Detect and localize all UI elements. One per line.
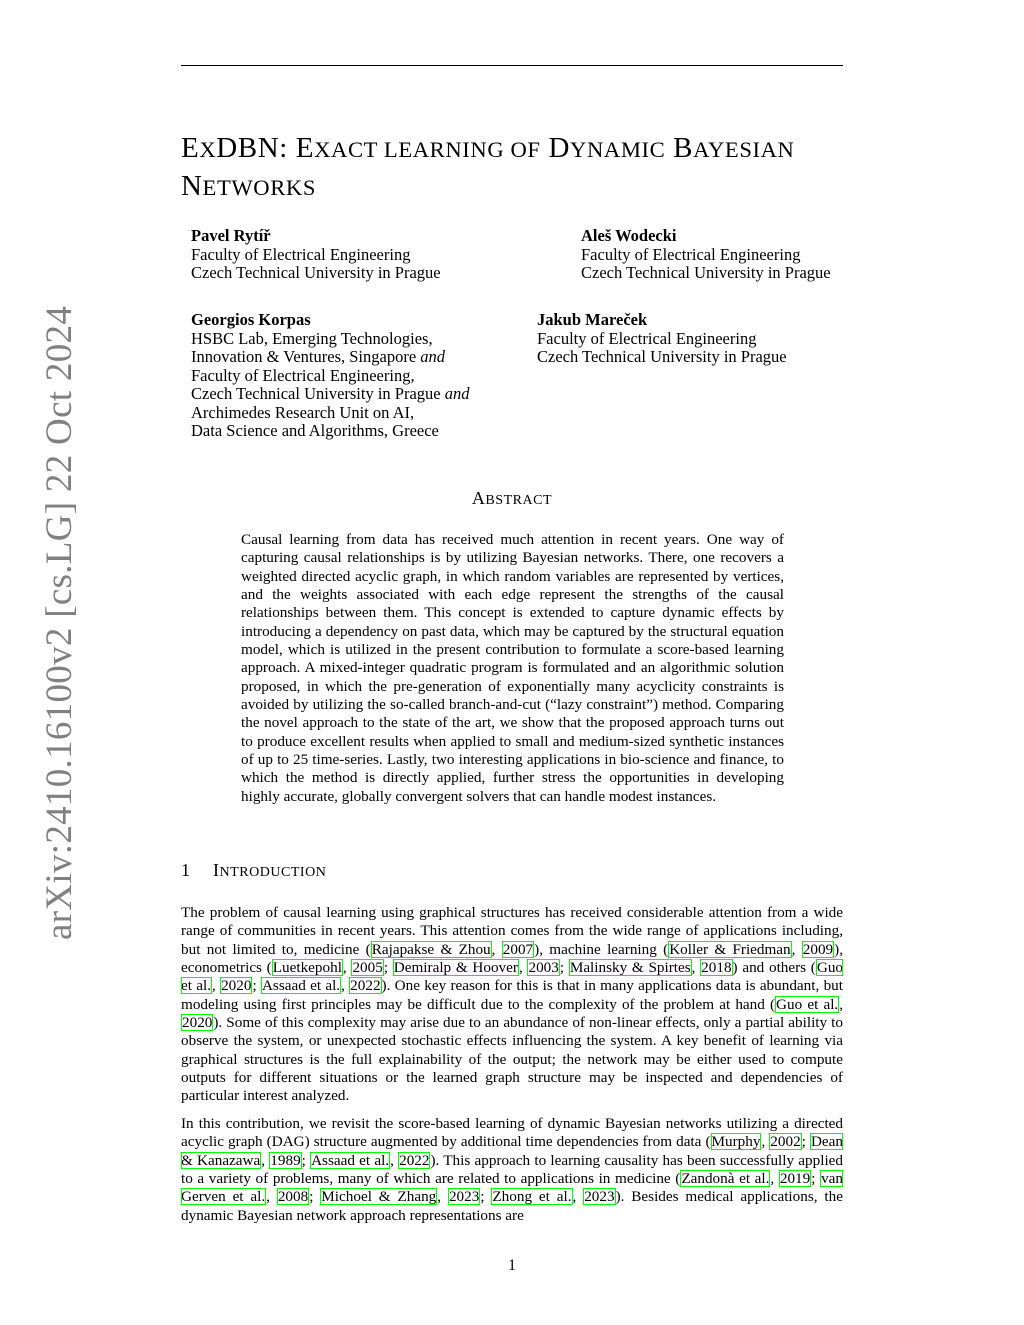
title-line-2: NETWORKS bbox=[181, 170, 317, 202]
abstract-heading: ABSTRACT bbox=[471, 488, 553, 508]
citation-link[interactable]: 2022 bbox=[350, 977, 381, 995]
citation-link[interactable]: Koller & Friedman bbox=[669, 940, 791, 958]
citation-link[interactable]: Rajapakse & Zhou bbox=[371, 940, 491, 958]
author-affiliation: Czech Technical University in Prague bbox=[537, 347, 787, 366]
citation-link[interactable]: van Gerven et al. bbox=[181, 1169, 843, 1206]
citation-link[interactable]: 2018 bbox=[701, 958, 732, 976]
author-affiliation: Czech Technical University in Prague bbox=[191, 263, 441, 282]
top-rule bbox=[181, 65, 843, 66]
citation-link[interactable]: 2020 bbox=[221, 977, 252, 995]
author-affiliation: Archimedes Research Unit on AI, bbox=[191, 402, 415, 422]
citation-link[interactable]: 2007 bbox=[502, 940, 534, 958]
author-affiliation: Faculty of Electrical Engineering bbox=[581, 244, 801, 264]
author-block-1 bbox=[191, 227, 441, 283]
author-affiliation: HSBC Lab, Emerging Technologies, bbox=[191, 328, 433, 348]
author-affiliation: Innovation & Ventures, Singapore and bbox=[191, 347, 446, 366]
citation-link[interactable]: Assaad et al. bbox=[261, 977, 341, 995]
citation-link[interactable]: 2019 bbox=[779, 1169, 811, 1187]
citation-link[interactable]: 2020 bbox=[182, 1013, 213, 1031]
title-line-1: EXDBN: EXACT LEARNING OF DYNAMIC BAYESIAN bbox=[181, 132, 795, 164]
citation-link[interactable]: Murphy bbox=[711, 1133, 761, 1151]
author-affiliation: Faculty of Electrical Engineering, bbox=[191, 365, 415, 385]
citation-link[interactable]: Zandonà et al. bbox=[681, 1169, 770, 1187]
section-number: 1 bbox=[181, 860, 191, 880]
citation-link[interactable]: 2009 bbox=[802, 940, 834, 958]
citation-link[interactable]: Guo et al. bbox=[181, 958, 844, 995]
author-affiliation: Czech Technical University in Prague and bbox=[191, 384, 470, 403]
author-name: Aleš Wodecki bbox=[581, 226, 677, 245]
author-block-3 bbox=[191, 311, 470, 441]
author-name: Pavel Rytíř bbox=[191, 226, 271, 245]
intro-paragraph-2: In this contribution, we revisit the score-based learning of dynamic Bayesian networks utilizing a directed acyclic graph (DAG) structure augmented by additional time dependencies from data (Murphy, 2002; Dean & Kanazawa, 1989; Assaad et al., 2022). This approach to learning causality has been successfully applied to a variety of problems, many of which are related to applications in medicine (Zandonà et al., 2019; van Gerven et al., 2008; Michoel & Zhang, 2023; Zhong et al., 2023). Besides medical applications, the dynamic Bayesian network approach representations are bbox=[181, 1115, 843, 1224]
citation-link[interactable]: 2003 bbox=[528, 958, 559, 976]
author-affiliation: Data Science and Algorithms, Greece bbox=[191, 421, 439, 440]
citation-link[interactable]: Luetkepohl bbox=[272, 958, 342, 976]
author-block-4 bbox=[537, 311, 787, 367]
citation-link[interactable]: 2005 bbox=[352, 958, 383, 976]
citation-link[interactable]: Dean & Kanazawa bbox=[181, 1133, 843, 1169]
abstract-body: Causal learning from data has received much attention in recent years. One way of capturing causal relationships is by utilizing Bayesian networks. There, one recovers a weighted directed acyclic graph, in which random variables are represented by vertices, and the weights associated with each edge represent the strengths of the causal relationships between them. This concept is extended to capture dynamic effects by introducing a dependency on past data, which may be captured by the structural equation model, which is utilized in the present contribution to formulate a score-based learning approach. A mixed-integer quadratic program is formulated and an algorithmic solution proposed, in which the pre-generation of exponentially many acyclicity constraints is avoided by utilizing the so-called branch-and-cut (“lazy constraint”) method. Comparing the novel approach to the state of the art, we show that the proposed approach turns out to produce excellent results when applied to small and medium-sized synthetic instances of up to 25 time-series. Lastly, two interesting applications in bio-science and finance, to which the method is directly applied, further stress the opportunities in developing highly accurate, globally convergent solvers that can handle modest instances. bbox=[241, 531, 784, 805]
author-affiliation: Faculty of Electrical Engineering bbox=[537, 328, 757, 348]
citation-link[interactable]: 2002 bbox=[770, 1133, 801, 1151]
author-affiliation: Faculty of Electrical Engineering bbox=[191, 244, 411, 264]
citation-link[interactable]: Guo et al. bbox=[776, 995, 839, 1013]
citation-link[interactable]: Malinsky & Spirtes bbox=[569, 958, 691, 976]
author-block-2 bbox=[581, 227, 831, 283]
author-affiliation: Czech Technical University in Prague bbox=[581, 263, 831, 282]
section-heading-introduction: 1 INTRODUCTION bbox=[181, 860, 327, 880]
paper-title bbox=[181, 130, 861, 206]
citation-link[interactable]: 2023 bbox=[448, 1188, 480, 1206]
citation-link[interactable]: 2022 bbox=[399, 1151, 430, 1169]
arxiv-identifier-stamp[interactable]: arXiv:2410.16100v2 [cs.LG] 22 Oct 2024 bbox=[39, 305, 80, 940]
citation-link[interactable]: 1989 bbox=[270, 1151, 301, 1169]
citation-link[interactable]: 2023 bbox=[584, 1188, 615, 1206]
page-number: 1 bbox=[508, 1257, 516, 1274]
author-name: Jakub Mareček bbox=[537, 310, 648, 329]
intro-paragraph-1: The problem of causal learning using graphical structures has received considerable attention from a wide range of communities in recent years. This attention comes from the wide range of applications including, but not limited to, medicine (Rajapakse & Zhou, 2007), machine learning (Koller & Friedman, 2009), econometrics (Luetkepohl, 2005; Demiralp & Hoover, 2003; Malinsky & Spirtes, 2018) and others (Guo et al., 2020; Assaad et al., 2022). One key reason for this is that in many applications data is abundant, but modeling using first principles may be difficult due to the complexity of the problem at hand (Guo et al., 2020). Some of this complexity may arise due to an abundance of non-linear effects, only a partial ability to observe the system, or unexpected stochastic effects influencing the system. A key benefit of learning via graphical structures is the full explainability of the output; the network may be either used to compute outputs for different situations or the learned graph structure may be inspected and dependencies of particular interest analyzed. bbox=[181, 904, 844, 1105]
citation-link[interactable]: Demiralp & Hoover bbox=[393, 958, 518, 976]
author-name: Georgios Korpas bbox=[191, 310, 311, 329]
citation-link[interactable]: 2008 bbox=[277, 1188, 309, 1206]
citation-link[interactable]: Zhong et al. bbox=[492, 1188, 572, 1206]
citation-link[interactable]: Michoel & Zhang bbox=[321, 1188, 437, 1206]
citation-link[interactable]: Assaad et al. bbox=[311, 1151, 390, 1169]
